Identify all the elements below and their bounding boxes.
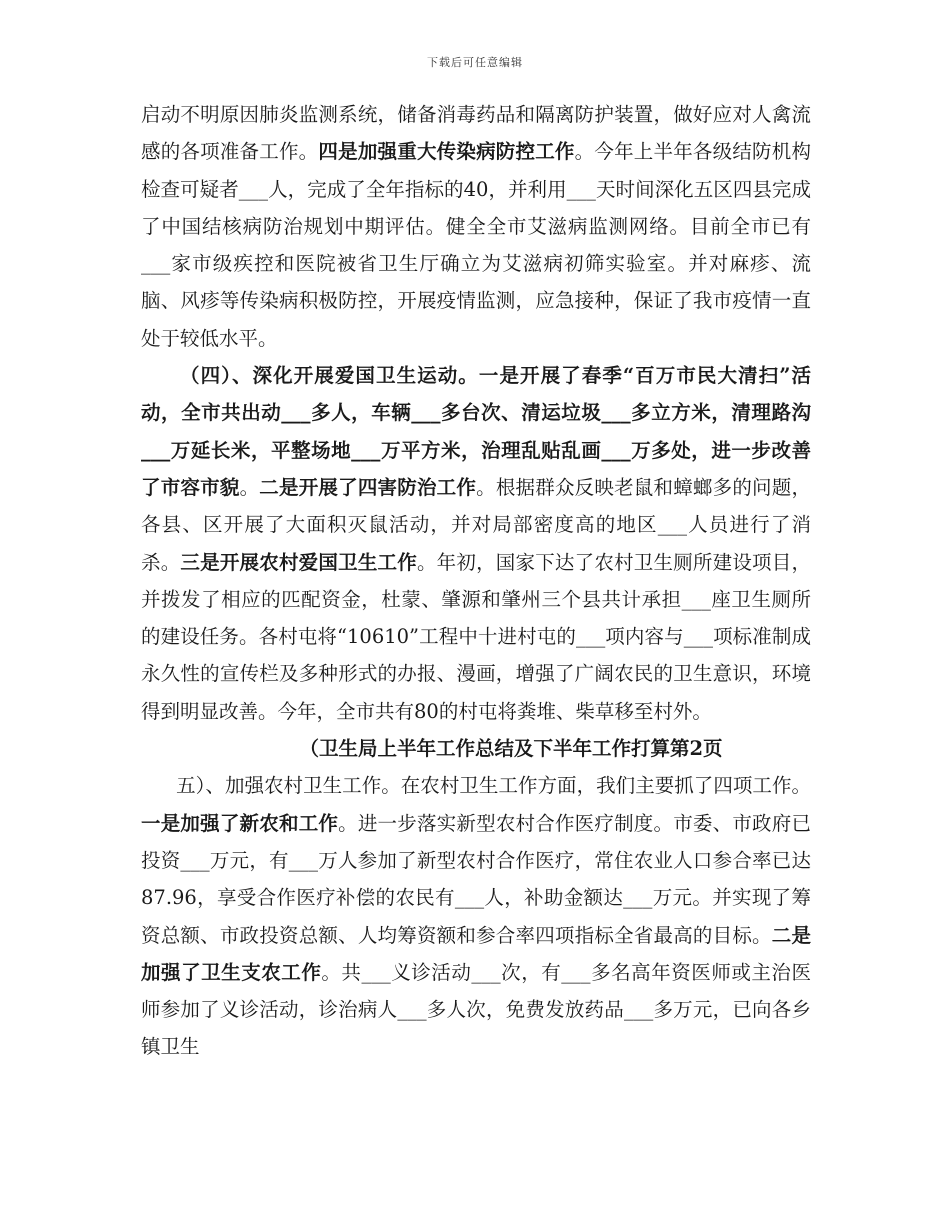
paragraph-text: 。进一步落实新型农村合作医疗制度。市委、市政府已投资___万元，有___万人参加了新型农村合作医疗，常住农业人口参合率已达87.96，享受合作医疗补偿的农民有___人，补助金额达___万元。并实现了筹资总额、市政投资总额、人均筹资额和参合率四项指标全省最高的目标。 (141, 811, 811, 947)
paragraph-text: 。今年上半年各级结防机构检查可疑者___人，完成了全年指标的40，并利用___天时间深化五区四县完成了中国结核病防治规划中期评估。健全全市艾滋病监测网络。目前全市已有___家市级疾控和医院被省卫生厅确立为艾滋病初筛实验室。并对麻疹、流脑、风疹等传染病积极防控，开展疫情监测，应急接种，保证了我市疫情一直处于较低水平。 (141, 140, 811, 350)
document-body (141, 96, 811, 1066)
paragraph-rural-health (141, 767, 811, 1065)
bold-heading-text: 二是开展了四害防治工作 (259, 475, 477, 499)
paragraph-text: 。 (239, 475, 260, 499)
paragraph-text: 。年初，国家下达了农村卫生厕所建设项目，并拨发了相应的匹配资金，杜蒙、肇源和肇州三个县共计承担___座卫生厕所的建设任务。各村屯将“10610”工程中十进村屯的___项内容与___项标准制成永久性的宣传栏及多种形式的办报、漫画，增强了广阔农民的卫生意识，环境得到明显改善。今年，全市共有80的村屯将粪堆、柴草移至村外。 (141, 550, 811, 723)
bold-heading-text: （四）、深化开展爱国卫生运动。一是开展了春季“百万市民大清扫”活动，全市共出动___多人，车辆___多台次、清运垃圾___多立方米，清理路沟___万延长米，平整场地___万平方米，治理乱贴乱画___万多处，进一步改善了市容市貌 (141, 364, 811, 499)
page-header: 下载后可任意编辑 (427, 56, 523, 69)
bold-heading-text: 二是加强了卫生支农工作 (141, 923, 811, 984)
paragraph-infectious-disease (141, 96, 811, 357)
paragraph-text: 启动不明原因肺炎监测系统，储备消毒药品和隔离防护装置，做好应对人禽流感的各项准备工作。 (141, 103, 811, 164)
bold-heading-text: 三是开展农村爱国卫生工作 (180, 550, 417, 574)
paragraph-text: 。根据群众反映老鼠和蟑螂多的问题，各县、区开展了大面积灭鼠活动，并对局部密度高的地区___人员进行了消杀。 (141, 475, 811, 574)
bold-heading-text: 一是加强了新农和工作 (141, 811, 339, 835)
paragraph-text: 五）、加强农村卫生工作。在农村卫生工作方面，我们主要抓了四项工作。 (176, 774, 811, 798)
paragraph-text: 。共___义诊活动___次，有___多名高年资医师或主治医师参加了义诊活动，诊治病人___多人次，免费发放药品___多万元，已向各乡镇卫生 (141, 960, 811, 1059)
section-heading: （卫生局上半年工作总结及下半年工作打算第2页 (299, 737, 723, 761)
paragraph-patriotic-health (141, 357, 811, 730)
bold-heading-text: 四是加强重大传染病防控工作 (318, 140, 575, 164)
